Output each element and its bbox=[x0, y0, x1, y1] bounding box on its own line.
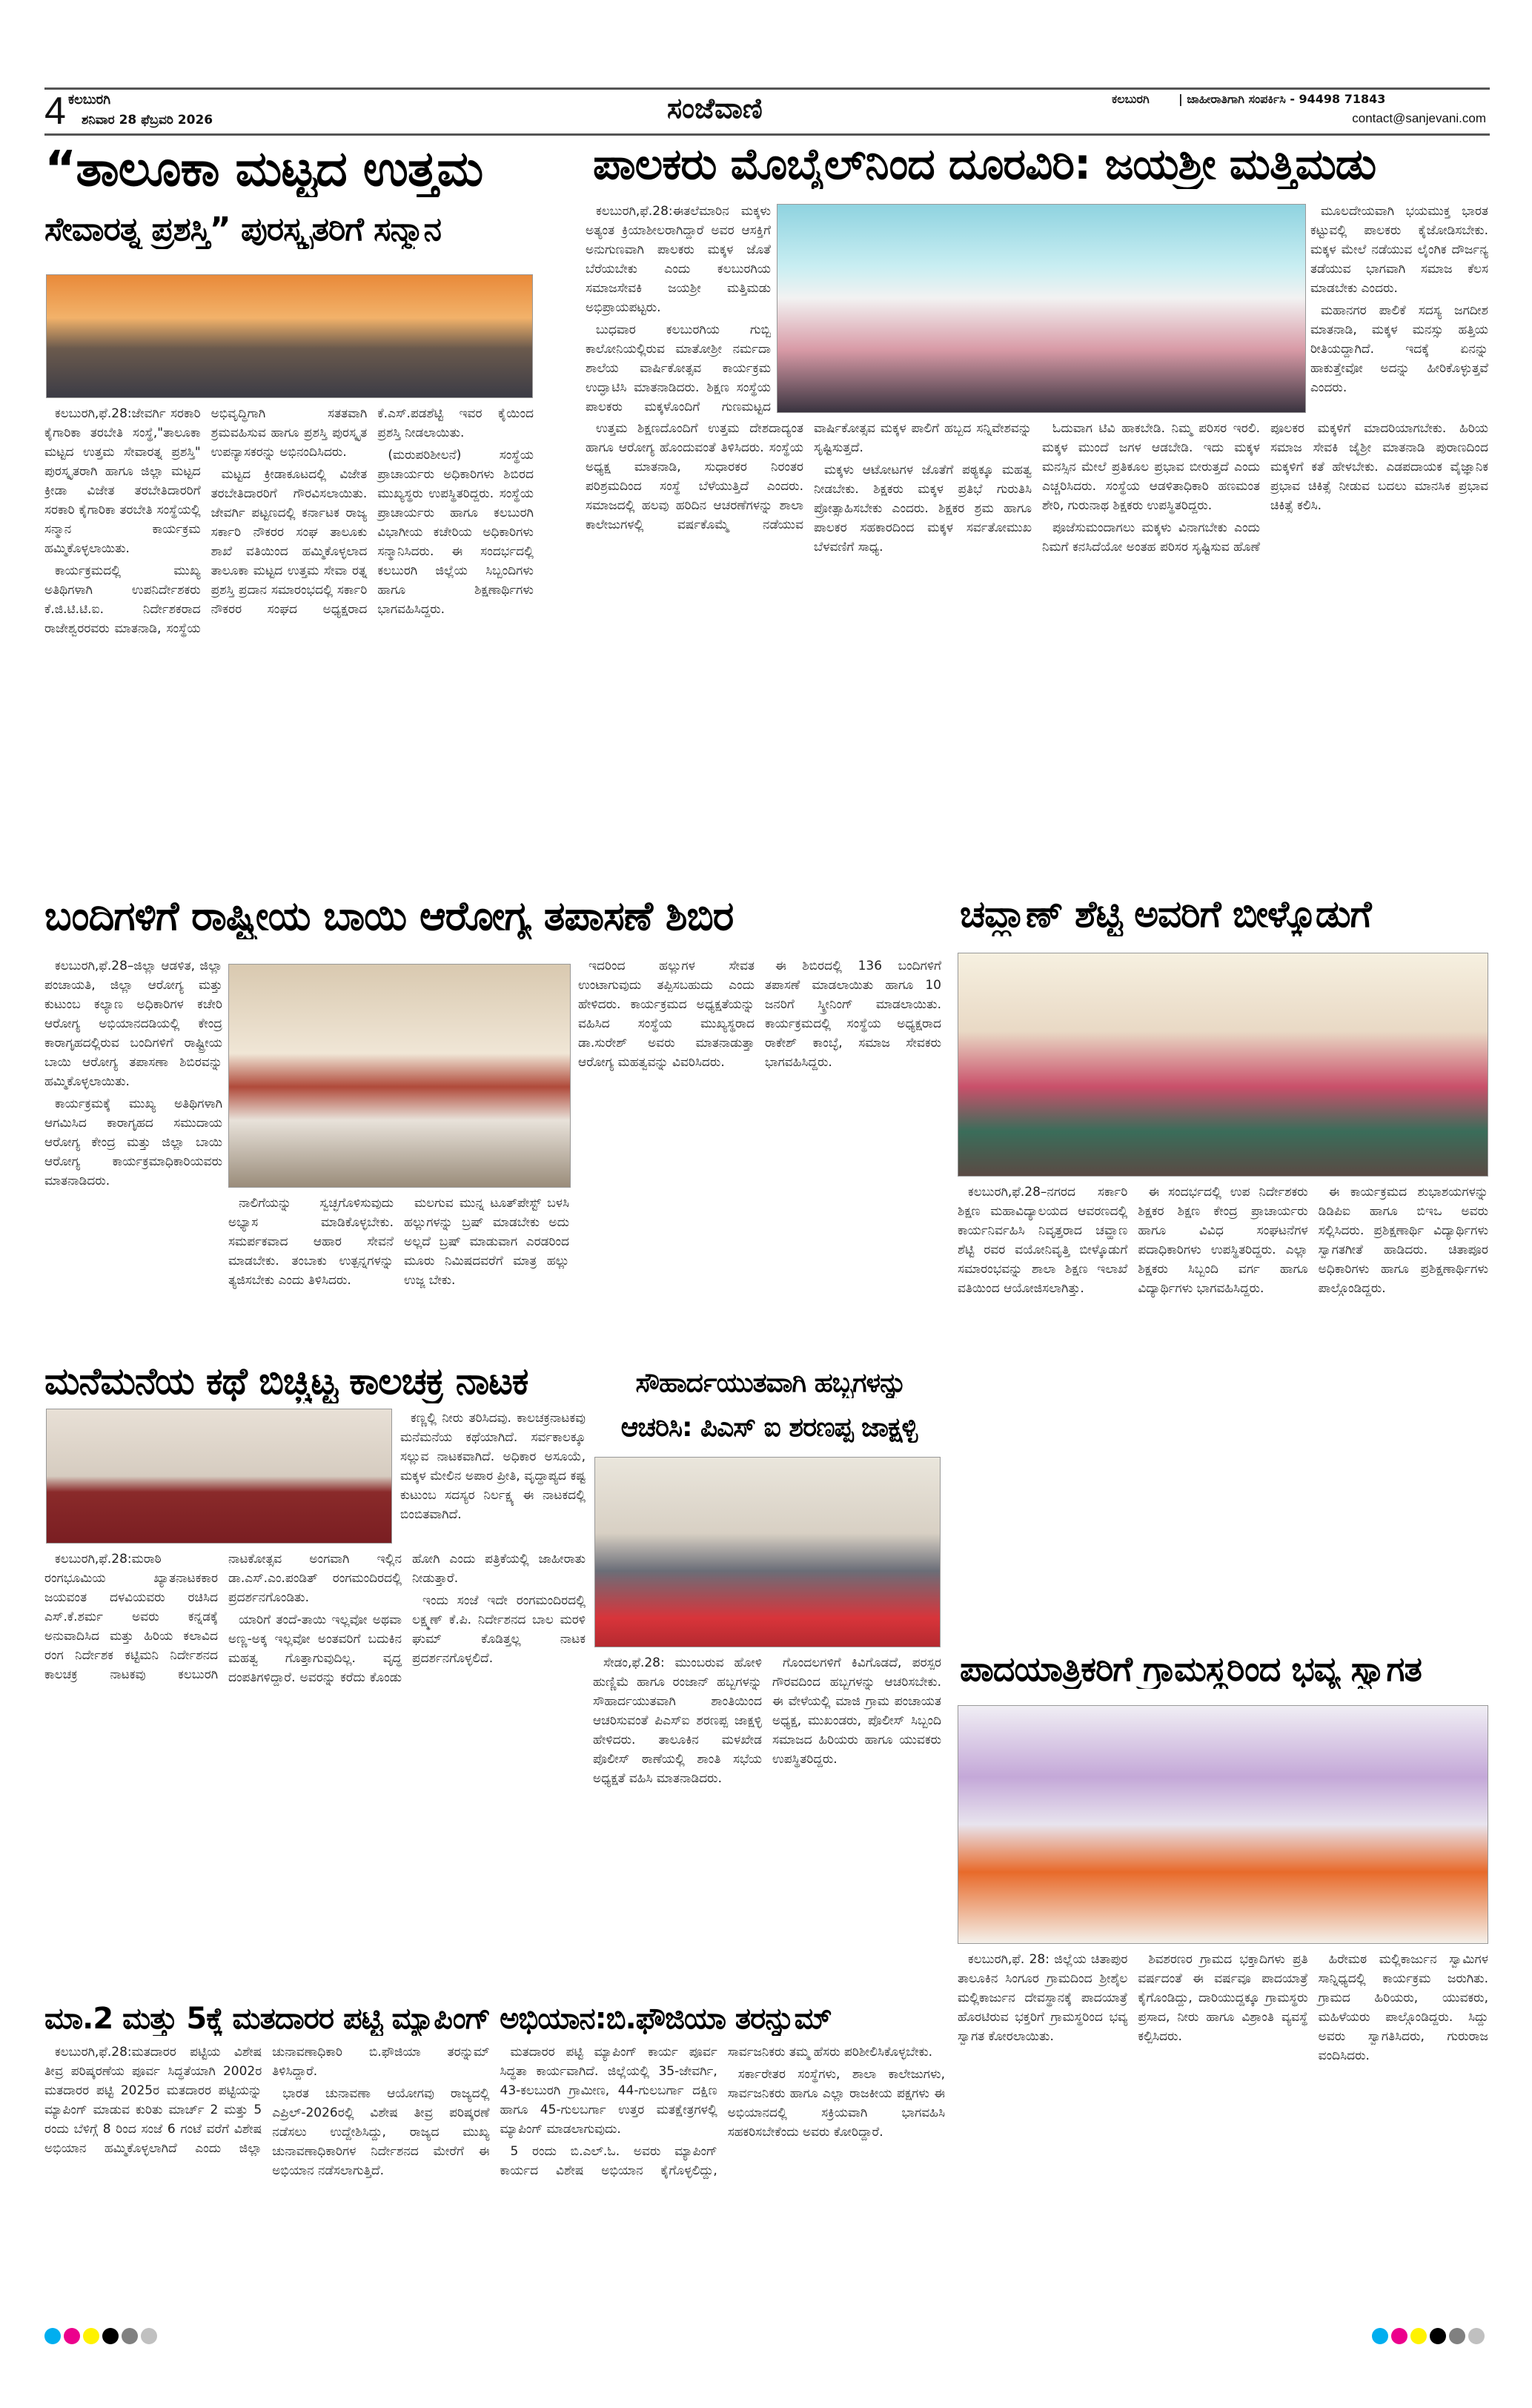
header-city: ಕಲಬುರಗಿ bbox=[68, 92, 111, 108]
article-body-oral-health-right bbox=[578, 956, 941, 1357]
paragraph: ಬುಧವಾರ ಕಲಬುರಗಿಯ ಗುಬ್ಬಿ ಕಾಲೋನಿಯಲ್ಲಿರುವ ಮಾತೋಶ್ರೀ ನರ್ಮದಾ ಶಾಲೆಯ ವಾರ್ಷಿಕೋತ್ಸವ ಕಾರ್ಯಕ್ರಮ ಉದ್ಘಾಟಿಸಿ ಮಾತನಾಡಿದರು. ಶಿಕ್ಷಣ ಸಂಸ್ಥೆಯ ಪಾಲಕರು ಮಕ್ಕಳೊಂದಿಗೆ ಗುಣಮಟ್ಟದ bbox=[586, 322, 771, 414]
paragraph: ಈ ಕಾರ್ಯಕ್ರಮದ ಶುಭಾಶಯಗಳನ್ನು ಡಿಡಿಪಿಐ ಹಾಗೂ ಬಿಇಒ ಅವರು ಸಲ್ಲಿಸಿದರು. ಪ್ರಶಿಕ್ಷಣಾರ್ಥಿ ವಿದ್ಯಾರ್ಥಿಗಳು ಸ್ವಾಗತಗೀತೆ ಹಾಡಿದರು. ಚಿತಾಪೂರ ಅಧಿಕಾರಿಗಳು ಹಾಗೂ ಪ್ರಶಿಕ್ಷಣಾರ್ಥಿಗಳು ಪಾಲ್ಗೊಂಡಿದ್ದರು. bbox=[1318, 1185, 1488, 1296]
headline-padayatre: ಪಾದಯಾತ್ರಿಕರಿಗೆ ಗ್ರಾಮಸ್ಥರಿಂದ ಭವ್ಯ ಸ್ವಾಗತ bbox=[960, 1650, 1422, 1689]
paragraph: ಇಂದು ಸಂಜೆ ಇದೇ ರಂಗಮಂದಿರದಲ್ಲಿ ಲಕ್ಷ್ಮಣ್ ಕೆ.ಪಿ. ನಿರ್ದೇಶನದ ಬಾಲ ಮರಳಿ ಘುಮ್ ಕೊಡಿತ್ತಲ್ಲ ನಾಟಕ ಪ್ರದರ್ಶನಗೊಳ್ಳಲಿದೆ. bbox=[412, 1593, 586, 1666]
article-body-mobile bbox=[586, 419, 1488, 886]
photo-padayatre-welcome bbox=[958, 1705, 1488, 1944]
cyan-dot bbox=[1372, 2328, 1388, 2344]
page-number: 4 bbox=[44, 90, 66, 133]
paragraph: ಈ ಶಿಬಿರದಲ್ಲಿ 136 ಬಂದಿಗಳಿಗೆ ತಪಾಸಣೆ ಮಾಡಲಾಯಿತು ಹಾಗೂ 10 ಜನರಿಗೆ ಸ್ಕ್ರೀನಿಂಗ್ ಮಾಡಲಾಯಿತು. ಕಾರ್ಯಕ್ರಮದಲ್ಲಿ ಸಂಸ್ಥೆಯ ಅಧ್ಯಕ್ಷರಾದ ರಾಕೇಶ್ ಕಾಂಬ್ಳೆ, ಸಮಾಜ ಸೇವಕರು ಭಾಗವಹಿಸಿದ್ದರು. bbox=[765, 959, 941, 1070]
photo-drama bbox=[46, 1409, 392, 1544]
paragraph: ಮತದಾರರ ಪಟ್ಟಿ ಮ್ಯಾಪಿಂಗ್ ಕಾರ್ಯ ಪೂರ್ವ ಸಿದ್ಧತಾ ಕಾರ್ಯವಾಗಿದೆ. ಜಿಲ್ಲೆಯಲ್ಲಿ 35-ಜೇವರ್ಗಿ, 43-ಕಲಬುರಗಿ ಗ್ರಾಮೀಣ, 44-ಗುಲಬರ್ಗಾ ದಕ್ಷಿಣ ಹಾಗೂ 45-ಗುಲಬರ್ಗಾ ಉತ್ತರ ಮತಕ್ಷೇತ್ರಗಳಲ್ಲಿ ಮ್ಯಾಪಿಂಗ್ ಮಾಡಲಾಗುವುದು. bbox=[500, 2045, 717, 2137]
article-body-oral-health-left bbox=[44, 956, 222, 1357]
magenta-dot bbox=[64, 2328, 80, 2344]
paragraph: ಸರ್ಕಾರೇತರ ಸಂಸ್ಥೆಗಳು, ಶಾಲಾ ಕಾಲೇಜುಗಳು, ಸಾರ್ವಜನಿಕರು ಹಾಗೂ ಎಲ್ಲಾ ರಾಜಕೀಯ ಪಕ್ಷಗಳು ಈ ಅಭಿಯಾನದಲ್ಲಿ ಸಕ್ರಿಯವಾಗಿ ಭಾಗವಹಿಸಿ ಸಹಕರಿಸಬೇಕೆಂದು ಅವರು ಕೋರಿದ್ದಾರೆ. bbox=[727, 2067, 945, 2140]
paragraph: (ಮರುಪರಿಶೀಲನೆ) ಸಂಸ್ಥೆಯ ಪ್ರಾಚಾರ್ಯರು ಅಧಿಕಾರಿಗಳು ಶಿಬಿರದ ಮುಖ್ಯಸ್ಥರು ಉಪಸ್ಥಿತರಿದ್ದರು. ಸಂಸ್ಥೆಯ ಪ್ರಾಚಾರ್ಯರು ಹಾಗೂ ಕಲಬುರಗಿ ವಿಭಾಗೀಯ ಕಚೇರಿಯ ಅಧಿಕಾರಿಗಳು ಸನ್ಮಾನಿಸಿದರು. ಈ ಸಂದರ್ಭದಲ್ಲಿ ಕಲಬುರಗಿ ಜಿಲ್ಲೆಯ ಸಿಬ್ಬಂದಿಗಳು ಹಾಗೂ ಶಿಕ್ಷಣಾರ್ಥಿಗಳು ಭಾಗವಹಿಸಿದ್ದರು. bbox=[377, 448, 534, 617]
header-bottom-rule bbox=[44, 133, 1490, 136]
paragraph: ಕಲಬುರಗಿ,ಫೆ.28:ಮರಾಠಿ ರಂಗಭೂಮಿಯ ಖ್ಯಾತನಾಟಕಕಾರ ಜಯವಂತ ದಳವಿಯವರು ರಚಿಸಿದ ಎಸ್.ಕೆ.ಶರ್ಮ ಅವರು ಕನ್ನಡಕ್ಕೆ ಅನುವಾದಿಸಿದ ಮತ್ತು ಹಿರಿಯ ಕಲಾವಿದ ರಂಗ ನಿರ್ದೇಶಕ ಕಟ್ಟಿಮನಿ ನಿರ್ದೇಶನದ ಕಾಲಚಕ್ರ ನಾಟಕವು ಕಲಬುರಗಿ ನಾಟಕೋತ್ಸವ ಅಂಗವಾಗಿ ಇಲ್ಲಿನ ಡಾ.ಎಸ್.ಎಂ.ಪಂಡಿತ್ ರಂಗಮಂದಿರದಲ್ಲಿ ಪ್ರದರ್ಶನಗೊಂಡಿತು. bbox=[44, 1552, 402, 1682]
article-body-mapping bbox=[44, 2042, 945, 2321]
headline-mapping: ಮಾ.2 ಮತ್ತು 5ಕ್ಕೆ ಮತದಾರರ ಪಟ್ಟಿ ಮ್ಯಾಪಿಂಗ್ ಅಭಿಯಾನ:ಬಿ.ಫೌಜಿಯಾ ತರನ್ನುಮ್ bbox=[44, 2002, 832, 2036]
article-body-sauharda bbox=[593, 1653, 941, 1994]
contact-email[interactable]: contact@sanjevani.com bbox=[1352, 111, 1486, 125]
masthead-logo bbox=[667, 92, 763, 125]
paragraph: ಮಹಾನಗರ ಪಾಲಿಕೆ ಸದಸ್ಯ ಜಗದೀಶ ಮಾತನಾಡಿ, ಮಕ್ಕಳ ಮನಸ್ಸು ಹತ್ತಿಯ ರೀತಿಯದ್ದಾಗಿದೆ. ಇದಕ್ಕೆ ಏನನ್ನು ಹಾಕುತ್ತೇವೋ ಅದನ್ನು ಹೀರಿಕೊಳ್ಳುತ್ತವೆ ಎಂದರು. bbox=[1310, 303, 1488, 395]
ad-contact: | ಜಾಹೀರಾತಿಗಾಗಿ ಸಂಪರ್ಕಿಸಿ - 94498 71843 bbox=[1178, 92, 1386, 106]
paragraph: ಇದರಿಂದ ಹಲ್ಲುಗಳ ಸೇವತ ಉಂಟಾಗುವುದು ತಪ್ಪಿಸಬಹುದು ಎಂದು ಹೇಳಿದರು. ಕಾರ್ಯಕ್ರಮದ ಅಧ್ಯಕ್ಷತೆಯನ್ನು ವಹಿಸಿದ ಸಂಸ್ಥೆಯ ಮುಖ್ಯಸ್ಥರಾದ ಡಾ.ಸುರೇಶ್ ಅವರು ಮಾತನಾಡುತ್ತಾ ಆರೋಗ್ಯ ಮಹತ್ವವನ್ನು ವಿವರಿಸಿದರು. bbox=[578, 959, 755, 1070]
paragraph: ಕಲಬುರಗಿ,ಫೆ.28:ಜೇವರ್ಗಿ ಸರಕಾರಿ ಕೈಗಾರಿಕಾ ತರಬೇತಿ ಸಂಸ್ಥೆ,"ತಾಲೂಕಾ ಮಟ್ಟದ ಉತ್ತಮ ಸೇವಾರತ್ನ ಪ್ರಶಸ್ತಿ" ಪುರಸ್ಕೃತರಾಗಿ ಹಾಗೂ ಜಿಲ್ಲಾ ಮಟ್ಟದ ಕ್ರೀಡಾ ವಿಜೇತ ತರಬೇತಿದಾರರಿಗೆ ಸರಕಾರಿ ಕೈಗಾರಿಕಾ ತರಬೇತಿ ಸಂಸ್ಥೆಯಲ್ಲಿ ಸನ್ಮಾನ ಕಾರ್ಯಕ್ರಮ ಹಮ್ಮಿಕೊಳ್ಳಲಾಯಿತು. bbox=[44, 406, 201, 556]
cyan-dot bbox=[44, 2328, 61, 2344]
paragraph: ಶಿವಶರಣರ ಗ್ರಾಮದ ಭಕ್ತಾದಿಗಳು ಪ್ರತಿ ವರ್ಷದಂತೆ ಈ ವರ್ಷವೂ ಪಾದಯಾತ್ರೆ ಕೈಗೊಂಡಿದ್ದು, ದಾರಿಯುದ್ದಕ್ಕೂ ಗ್ರಾಮಸ್ಥರು ಪ್ರಸಾದ, ನೀರು ಹಾಗೂ ವಿಶ್ರಾಂತಿ ವ್ಯವಸ್ಥೆ ಕಲ್ಪಿಸಿದರು. bbox=[1138, 1952, 1308, 2044]
paragraph: ಓದುವಾಗ ಟಿವಿ ಹಾಕಬೇಡಿ. ನಿಮ್ಮ ಪರಿಸರ ಇರಲಿ. ಮಕ್ಕಳ ಮುಂದೆ ಜಗಳ ಆಡಬೇಡಿ. ಇದು ಮಕ್ಕಳ ಮನಸ್ಸಿನ ಮೇಲೆ ಪ್ರತಿಕೂಲ ಪ್ರಭಾವ ಬೀರುತ್ತದೆ ಎಂದು ಎಚ್ಚರಿಸಿದರು. ಸಂಸ್ಥೆಯ ಆಡಳಿತಾಧಿಕಾರಿ ಹಣಮಂತ ಶೇರಿ, ಗುರುನಾಥ ಶಿಕ್ಷಕರು ಉಪಸ್ಥಿತರಿದ್ದರು. bbox=[1042, 421, 1260, 513]
paragraph: ಮೂಲದೇಯವಾಗಿ ಭಯಮುಕ್ತ ಭಾರತ ಕಟ್ಟುವಲ್ಲಿ ಪಾಲಕರು ಕೈಜೋಡಿಸಬೇಕು. ಮಕ್ಕಳ ಮೇಲೆ ನಡೆಯುವ ಲೈಂಗಿಕ ದೌರ್ಜನ್ಯ ತಡೆಯುವ ಭಾಗವಾಗಿ ಸಮಾಜ ಕೆಲಸ ಮಾಡಬೇಕು ಎಂದರು. bbox=[1310, 204, 1488, 296]
photo-farewell bbox=[958, 953, 1488, 1177]
article-body-mobile-left bbox=[586, 202, 771, 417]
paragraph: ಈ ಸಂದರ್ಭದಲ್ಲಿ ಉಪ ನಿರ್ದೇಶಕರು ಶಿಕ್ಷಕರ ಶಿಕ್ಷಣ ಕೇಂದ್ರ ಪ್ರಾಚಾರ್ಯರು ಹಾಗೂ ವಿವಿಧ ಸಂಘಟನೆಗಳ ಪದಾಧಿಕಾರಿಗಳು ಉಪಸ್ಥಿತರಿದ್ದರು. ಎಲ್ಲಾ ಶಿಕ್ಷಕರು ಸಿಬ್ಬಂದಿ ವರ್ಗ ಹಾಗೂ ವಿದ್ಯಾರ್ಥಿಗಳು ಭಾಗವಹಿಸಿದ್ದರು. bbox=[1138, 1185, 1308, 1296]
header-right-city: ಕಲಬುರಗಿ bbox=[1112, 92, 1150, 106]
paragraph: ಪೂಜೆಸುಮಂದಾಗಲು ಮಕ್ಕಳು ವಿನಾಗಬೇಕು ಎಂದು ನಿಮಗೆ ಕನಸಿದೆಯೋ ಅಂತಹ ಪರಿಸರ ಸೃಷ್ಟಿಸುವ ಹೊಣೆ ಪೂಲಕರ ಮಕ್ಕಳಿಗೆ ಮಾದರಿಯಾಗಬೇಕು. ಹಿರಿಯ ಸಮಾಜ ಸೇವಕಿ ಜೈಶ್ರೀ ಮಾತನಾಡಿ ಪುರಾಣದಿಂದ ಮಕ್ಕಳಿಗೆ ಕತೆ ಹೇಳಬೇಕು. ಎಡಪದಾಯಕ ವೈಜ್ಞಾನಿಕ ಪ್ರಭಾವ ಚಿಕಿತ್ಸೆ ನೀಡುವ ಬದಲು ಮಾನಸಿಕ ಪ್ರಭಾವ ಚಿಕಿತ್ಸೆ ಕಲಿಸಿ. bbox=[1042, 421, 1488, 555]
paragraph: ಯಾರಿಗೆ ತಂದೆ-ತಾಯಿ ಇಲ್ಲವೋ ಅಥವಾ ಅಣ್ಣ-ಅಕ್ಕ ಇಲ್ಲವೋ ಅಂತವರಿಗೆ ಬದುಕಿನ ಮಹತ್ವ ಗೊತ್ತಾಗುವುದಿಲ್ಲ. ವೃದ್ಧ ದಂಪತಿಗಳಿದ್ದಾರೆ. ಅವರನ್ನು ಕರೆದು ಕೊಂಡು ಹೋಗಿ ಎಂದು ಪತ್ರಿಕೆಯಲ್ಲಿ ಜಾಹೀರಾತು ನೀಡುತ್ತಾರೆ. bbox=[228, 1552, 586, 1685]
yellow-dot bbox=[83, 2328, 99, 2344]
paragraph: 5 ರಂದು ಬಿ.ಎಲ್.ಓ. ಅವರು ಮ್ಯಾಪಿಂಗ್ ಕಾರ್ಯದ ವಿಶೇಷ ಅಭಿಯಾನ ಕೈಗೊಳ್ಳಲಿದ್ದು, ಸಾರ್ವಜನಿಕರು ತಮ್ಮ ಹೆಸರು ಪರಿಶೀಲಿಸಿಕೊಳ್ಳಬೇಕು. bbox=[500, 2045, 933, 2178]
grey-dot bbox=[1449, 2328, 1465, 2344]
headline-kalachakra: ಮನೆಮನೆಯ ಕಥೆ ಬಿಚ್ಚಿಟ್ಟ ಕಾಲಚಕ್ರ ನಾಟಕ bbox=[44, 1360, 528, 1403]
yellow-dot bbox=[1410, 2328, 1427, 2344]
paragraph: ಕಾರ್ಯಕ್ರಮದಲ್ಲಿ ಮುಖ್ಯ ಅತಿಥಿಗಳಾಗಿ ಉಪನಿರ್ದೇಶಕರು ಕೆ.ಜಿ.ಟಿ.ಟಿ.ಐ. ನಿರ್ದೇಶಕರಾದ ರಾಜೇಶ್ವರರವರು ಮಾತನಾಡಿ, ಸಂಸ್ಥೆಯ ಅಭಿವೃದ್ಧಿಗಾಗಿ ಸತತವಾಗಿ ಶ್ರಮವಹಿಸುವ ಹಾಗೂ ಪ್ರಶಸ್ತಿ ಪುರಸ್ಕೃತ ಉಪನ್ಯಾಸಕರನ್ನು ಅಭಿನಂದಿಸಿದರು. bbox=[44, 406, 368, 636]
photo-school-anniversary bbox=[777, 204, 1306, 413]
headline-sauharda-2: ಆಚರಿಸಿ: ಪಿಎಸ್ ಐ ಶರಣಪ್ಪ ಜಾಕ್ಷಳ್ಳಿ bbox=[620, 1412, 918, 1443]
paragraph: ಕಲಬುರಗಿ,ಫೆ.28:ಮತದಾರರ ಪಟ್ಟಿಯ ವಿಶೇಷ ತೀವ್ರ ಪರಿಷ್ಕರಣೆಯ ಪೂರ್ವ ಸಿದ್ಧತೆಯಾಗಿ 2002ರ ಮತದಾರರ ಪಟ್ಟಿ 2025ರ ಮತದಾರರ ಪಟ್ಟಿಯನ್ನು ಮ್ಯಾಪಿಂಗ್ ಮಾಡುವ ಕುರಿತು ಮಾರ್ಚ್ 2 ಮತ್ತು 5 ರಂದು ಬೆಳಿಗ್ಗೆ 8 ರಿಂದ ಸಂಜೆ 6 ಗಂಟೆ ವರೆಗೆ ವಿಶೇಷ ಅಭಿಯಾನ ಹಮ್ಮಿಕೊಳ್ಳಲಾಗಿದೆ ಎಂದು ಜಿಲ್ಲಾ ಚುನಾವಣಾಧಿಕಾರಿ ಬಿ.ಫೌಜಿಯಾ ತರನ್ನುಮ್ ತಿಳಿಸಿದ್ದಾರೆ. bbox=[44, 2045, 490, 2156]
paragraph: ಮಟ್ಟದ ಕ್ರೀಡಾಕೂಟದಲ್ಲಿ ವಿಜೇತ ತರಬೇತಿದಾರರಿಗೆ ಗೌರವಿಸಲಾಯಿತು. ಜೇವರ್ಗಿ ಪಟ್ಟಣದಲ್ಲಿ ಕರ್ನಾಟಕ ರಾಜ್ಯ ಸರ್ಕಾರಿ ನೌಕರರ ಸಂಘ ತಾಲೂಕು ಶಾಖೆ ವತಿಯಿಂದ ಹಮ್ಮಿಕೊಳ್ಳಲಾದ ತಾಲೂಕಾ ಮಟ್ಟದ ಉತ್ತಮ ಸೇವಾ ರತ್ನ ಪ್ರಶಸ್ತಿ ಪ್ರದಾನ ಸಮಾರಂಭದಲ್ಲಿ ಸರ್ಕಾರಿ ನೌಕರರ ಸಂಘದ ಅಧ್ಯಕ್ಷರಾದ ಕೆ.ಎಸ್.ಪಡಶೆಟ್ಟಿ ಇವರ ಕೈಯಿಂದ ಪ್ರಶಸ್ತಿ ನೀಡಲಾಯಿತು. bbox=[210, 406, 534, 617]
paragraph: ಗೊಂದಲಗಳಿಗೆ ಕಿವಿಗೊಡದೆ, ಪರಸ್ಪರ ಗೌರವದಿಂದ ಹಬ್ಬಗಳನ್ನು ಆಚರಿಸಬೇಕು. ಈ ವೇಳೆಯಲ್ಲಿ ಮಾಜಿ ಗ್ರಾಮ ಪಂಚಾಯತ ಅಧ್ಯಕ್ಷ, ಮುಖಂಡರು, ಪೊಲೀಸ್ ಸಿಬ್ಬಂದಿ ಸಮಾಜದ ಹಿರಿಯರು ಹಾಗೂ ಯುವಕರು ಉಪಸ್ಥಿತರಿದ್ದರು. bbox=[772, 1656, 941, 1767]
photo-award-ceremony bbox=[46, 274, 533, 398]
photo-peace-meeting bbox=[594, 1457, 941, 1647]
magenta-dot bbox=[1391, 2328, 1407, 2344]
paragraph: ಕಾರ್ಯಕ್ರಮಕ್ಕೆ ಮುಖ್ಯ ಅತಿಥಿಗಳಾಗಿ ಆಗಮಿಸಿದ ಕಾರಾಗೃಹದ ಸಮುದಾಯ ಆರೋಗ್ಯ ಕೇಂದ್ರ ಮತ್ತು ಜಿಲ್ಲಾ ಬಾಯಿ ಆರೋಗ್ಯ ಕಾರ್ಯಕ್ರಮಾಧಿಕಾರಿಯವರು ಮಾತನಾಡಿದರು. bbox=[44, 1096, 222, 1188]
paragraph: ಭಾರತ ಚುನಾವಣಾ ಆಯೋಗವು ರಾಜ್ಯದಲ್ಲಿ ಎಪ್ರಿಲ್-2026ರಲ್ಲಿ ವಿಶೇಷ ತೀವ್ರ ಪರಿಷ್ಕರಣೆ ನಡೆಸಲು ಉದ್ದೇಶಿಸಿದ್ದು, ರಾಜ್ಯದ ಮುಖ್ಯ ಚುನಾವಣಾಧಿಕಾರಿಗಳ ನಿರ್ದೇಶನದ ಮೇರೆಗೆ ಈ ಅಭಿಯಾನ ನಡೆಸಲಾಗುತ್ತಿದೆ. bbox=[272, 2086, 490, 2178]
paragraph: ಕಲಬುರಗಿ,ಫೆ.28–ಜಿಲ್ಲಾ ಆಡಳಿತ, ಜಿಲ್ಲಾ ಪಂಚಾಯತಿ, ಜಿಲ್ಲಾ ಆರೋಗ್ಯ ಮತ್ತು ಕುಟುಂಬ ಕಲ್ಯಾಣ ಅಧಿಕಾರಿಗಳ ಕಚೇರಿ ಆರೋಗ್ಯ ಅಭಿಯಾನದಡಿಯಲ್ಲಿ ಕೇಂದ್ರ ಕಾರಾಗೃಹದಲ್ಲಿರುವ ಬಂದಿಗಳಿಗೆ ರಾಷ್ಟ್ರೀಯ ಬಾಯಿ ಆರೋಗ್ಯ ತಪಾಸಣಾ ಶಿಬಿರವನ್ನು ಹಮ್ಮಿಕೊಳ್ಳಲಾಯಿತು. bbox=[44, 959, 222, 1089]
article-body-mobile-right bbox=[1310, 202, 1488, 417]
article-body-padayatre bbox=[958, 1950, 1488, 2321]
headline-oral-health: ಬಂದಿಗಳಿಗೆ ರಾಷ್ಟ್ರೀಯ ಬಾಯಿ ಆರೋಗ್ಯ ತಪಾಸಣೆ ಶಿಬಿರ bbox=[44, 893, 734, 939]
article-body-oral-health-mid bbox=[228, 1194, 569, 1357]
masthead-text: ಸಂಜೆವಾಣಿ bbox=[667, 92, 763, 125]
article-body-seva-ratna bbox=[44, 404, 534, 886]
paragraph: ಹಿರೇಮಠ ಮಲ್ಲಿಕಾರ್ಜುನ ಸ್ವಾಮಿಗಳ ಸಾನ್ನಿಧ್ಯದಲ್ಲಿ ಕಾರ್ಯಕ್ರಮ ಜರುಗಿತು. ಗ್ರಾಮದ ಹಿರಿಯರು, ಯುವಕರು, ಮಹಿಳೆಯರು ಪಾಲ್ಗೊಂಡಿದ್ದರು. ಸಿದ್ದು ಅವರು ಸ್ವಾಗತಿಸಿದರು, ಗುರುರಾಜ ವಂದಿಸಿದರು. bbox=[1318, 1952, 1488, 2063]
article-body-kalachakra bbox=[44, 1549, 586, 1994]
paragraph: ಸೇಡಂ,ಫೆ.28: ಮುಂಬರುವ ಹೋಳಿ ಹುಣ್ಣಿಮೆ ಹಾಗೂ ರಂಜಾನ್ ಹಬ್ಬಗಳನ್ನು ಸೌಹಾರ್ದಯುತವಾಗಿ ಶಾಂತಿಯಿಂದ ಆಚರಿಸುವಂತೆ ಪಿಎಸ್‌ಐ ಶರಣಪ್ಪ ಜಾಕ್ಷಳ್ಳಿ ಹೇಳಿದರು. ತಾಲೂಕಿನ ಮಳಖೇಡ ಪೊಲೀಸ್ ಠಾಣೆಯಲ್ಲಿ ಶಾಂತಿ ಸಭೆಯ ಅಧ್ಯಕ್ಷತೆ ವಹಿಸಿ ಮಾತನಾಡಿದರು. bbox=[593, 1656, 762, 1786]
paragraph: ಮಲಗುವ ಮುನ್ನ ಟೂತ್‌ಪೇಸ್ಟ್ ಬಳಸಿ ಹಲ್ಲುಗಳನ್ನು ಬ್ರಷ್ ಮಾಡಬೇಕು ಅದು ಅಲ್ಲದೆ ಬ್ರಷ್ ಮಾಡುವಾಗ ಎರಡರಿಂದ ಮೂರು ನಿಮಿಷದವರೆಗೆ ಮಾತ್ರ ಹಲ್ಲು ಉಜ್ಜ ಬೇಕು. bbox=[404, 1196, 569, 1288]
color-registration-marks-right bbox=[1372, 2328, 1488, 2347]
paragraph: ಮಕ್ಕಳು ಆಟೋಟಗಳ ಜೊತೆಗೆ ಪಠ್ಯಕ್ಕೂ ಮಹತ್ವ ನೀಡಬೇಕು. ಶಿಕ್ಷಕರು ಮಕ್ಕಳ ಪ್ರತಿಭೆ ಗುರುತಿಸಿ ಪ್ರೋತ್ಸಾಹಿಸಬೇಕು ಎಂದರು. ಶಿಕ್ಷಕರ ಶ್ರಮ ಹಾಗೂ ಪಾಲಕರ ಸಹಕಾರದಿಂದ ಮಕ್ಕಳ ಸರ್ವತೋಮುಖ ಬೆಳವಣಿಗೆ ಸಾಧ್ಯ. bbox=[814, 463, 1032, 555]
light-grey-dot bbox=[1468, 2328, 1485, 2344]
paragraph: ಕಲಬುರಗಿ,ಫೆ. 28: ಜಿಲ್ಲೆಯ ಚಿತಾಪುರ ತಾಲೂಕಿನ ಸಿಂಗೂರ ಗ್ರಾಮದಿಂದ ಶ್ರೀಶೈಲ ಮಲ್ಲಿಕಾರ್ಜುನ ದೇವಸ್ಥಾನಕ್ಕೆ ಪಾದಯಾತ್ರೆ ಹೊರಟಿರುವ ಭಕ್ತರಿಗೆ ಗ್ರಾಮಸ್ಥರಿಂದ ಭವ್ಯ ಸ್ವಾಗತ ಕೋರಲಾಯಿತು. bbox=[958, 1952, 1128, 2044]
black-dot bbox=[102, 2328, 119, 2344]
headline-seva-ratna-2: ಸೇವಾರತ್ನ ಪ್ರಶಸ್ತಿ” ಪುರಸ್ಕೃತರಿಗೆ ಸನ್ಮಾನ bbox=[44, 211, 441, 248]
paragraph: ಕಲಬುರಗಿ,ಫೆ.28–ನಗರದ ಸರ್ಕಾರಿ ಶಿಕ್ಷಣ ಮಹಾವಿದ್ಯಾಲಯದ ಆವರಣದಲ್ಲಿ ಕಾರ್ಯನಿರ್ವಹಿಸಿ ನಿವೃತ್ತರಾದ ಚವ್ಹಾಣ ಶೆಟ್ಟಿ ರವರ ವಯೋನಿವೃತ್ತಿ ಬೀಳ್ಕೊಡುಗೆ ಸಮಾರಂಭವನ್ನು ಶಾಲಾ ಶಿಕ್ಷಣ ಇಲಾಖೆ ವತಿಯಿಂದ ಆಯೋಜಿಸಲಾಗಿತ್ತು. bbox=[958, 1185, 1128, 1296]
photo-health-camp bbox=[228, 964, 571, 1188]
headline-chavan: ಚವ್ಹಾಣ್ ಶೆಟ್ಟಿ ಅವರಿಗೆ ಬೀಳ್ಕೊಡುಗೆ bbox=[960, 893, 1371, 936]
headline-seva-ratna-1: “ತಾಲೂಕಾ ಮಟ್ಟದ ಉತ್ತಮ bbox=[44, 141, 483, 197]
headline-mobile: ಪಾಲಕರು ಮೊಬೈಲ್‌ನಿಂದ ದೂರವಿರಿ: ಜಯಶ್ರೀ ಮತ್ತಿಮಡು bbox=[593, 139, 1376, 189]
paragraph: ನಾಲಿಗೆಯನ್ನು ಸ್ವಚ್ಛಗೊಳಿಸುವುದು ಅಭ್ಯಾಸ ಮಾಡಿಕೊಳ್ಳಬೇಕು. ಸಮರ್ಪಕವಾದ ಆಹಾರ ಸೇವನೆ ಮಾಡಬೇಕು. ತಂಬಾಕು ಉತ್ಪನ್ನಗಳನ್ನು ತ್ಯಜಿಸಬೇಕು ಎಂದು ತಿಳಿಸಿದರು. bbox=[228, 1196, 394, 1288]
color-registration-marks-left bbox=[44, 2328, 160, 2347]
grey-dot bbox=[122, 2328, 138, 2344]
article-body-chavan bbox=[958, 1182, 1488, 1635]
paragraph: ಉತ್ತಮ ಶಿಕ್ಷಣದೊಂದಿಗೆ ಉತ್ತಮ ದೇಶದಾದ್ಯಂತ ಹಾಗೂ ಆರೋಗ್ಯ ಹೊಂದುವಂತೆ ತಿಳಿಸಿದರು. ಸಂಸ್ಥೆಯ ಅಧ್ಯಕ್ಷ ಮಾತನಾಡಿ, ಸುಧಾರಕರ ನಿರಂತರ ಪರಿಶ್ರಮದಿಂದ ಸಂಸ್ಥೆ ಬೆಳೆಯುತ್ತಿದೆ ಎಂದರು. ಸಮಾಜದಲ್ಲಿ ಹಲವು ಹರಿದಿನ ಆಚರಣೆಗಳನ್ನು ಶಾಲಾ ಕಾಲೇಜುಗಳಲ್ಲಿ ವರ್ಷಕೊಮ್ಮೆ ನಡೆಯುವ ವಾರ್ಷಿಕೋತ್ಸವ ಮಕ್ಕಳ ಪಾಲಿಗೆ ಹಬ್ಬದ ಸನ್ನಿವೇಶವನ್ನು ಸೃಷ್ಟಿಸುತ್ತದೆ. bbox=[586, 421, 1032, 532]
black-dot bbox=[1430, 2328, 1446, 2344]
headline-sauharda-1: ಸೌಹಾರ್ದಯುತವಾಗಿ ಹಬ್ಬಗಳನ್ನು bbox=[635, 1368, 906, 1398]
article-body-kalachakra-top bbox=[400, 1409, 586, 1542]
top-rule bbox=[44, 87, 1490, 90]
paragraph: ಕಲಬುರಗಿ,ಫೆ.28:ಈತಲೆಮಾರಿನ ಮಕ್ಕಳು ಅತ್ಯಂತ ಕ್ರಿಯಾಶೀಲರಾಗಿದ್ದಾರೆ ಅವರ ಆಸಕ್ತಿಗೆ ಅನುಗುಣವಾಗಿ ಪಾಲಕರು ಮಕ್ಕಳ ಜೊತೆ ಬೆರೆಯಬೇಕು ಎಂದು ಕಲಬುರಗಿಯ ಸಮಾಜಸೇವಕಿ ಜಯಶ್ರೀ ಮತ್ತಿಮಡು ಅಭಿಪ್ರಾಯಪಟ್ಟರು. bbox=[586, 204, 771, 315]
light-grey-dot bbox=[141, 2328, 157, 2344]
header-date: ಶನಿವಾರ 28 ಫೆಬ್ರವರಿ 2026 bbox=[82, 113, 213, 128]
paragraph: ಕಣ್ಣಲ್ಲಿ ನೀರು ತರಿಸಿದವು. ಕಾಲಚಕ್ರನಾಟಕವು ಮನೆಮನೆಯ ಕಥೆಯಾಗಿದೆ. ಸರ್ವಕಾಲಕ್ಕೂ ಸಲ್ಲುವ ನಾಟಕವಾಗಿದೆ. ಅಧಿಕಾರ ಅಸೂಯೆ, ಮಕ್ಕಳ ಮೇಲಿನ ಅಪಾರ ಪ್ರೀತಿ, ವೃದ್ಧಾಪ್ಯದ ಕಷ್ಟ ಕುಟುಂಬ ಸದಸ್ಯರ ನಿರ್ಲಕ್ಷ್ಯ ಈ ನಾಟಕದಲ್ಲಿ ಬಿಂಬಿತವಾಗಿದೆ. bbox=[400, 1411, 586, 1522]
